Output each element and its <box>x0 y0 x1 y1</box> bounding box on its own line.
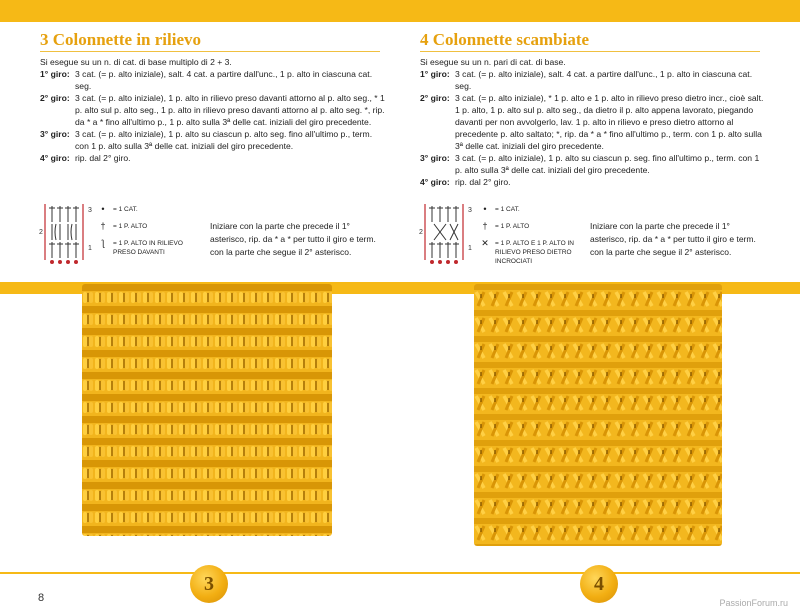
round-row <box>420 152 765 176</box>
legend-item <box>478 205 585 214</box>
round-label: 2° giro: <box>40 93 70 103</box>
round-text: 3 cat. (= p. alto iniziale), salt. 4 cat. a partire dall'unc., 1 p. alto in ciascuna cat. seg. <box>75 69 373 91</box>
round-text: 3 cat. (= p. alto iniziale), 1 p. alto su ciascun p. seg. fino all'ultimo p., term. con 1 p. alto sulla 3ª delle cat. iniziali del giro precedente. <box>455 153 760 175</box>
round-row <box>40 68 385 92</box>
round-row <box>40 128 385 152</box>
round-label: 4° giro: <box>40 153 70 163</box>
round-label: 4° giro: <box>420 177 450 187</box>
section-title: 4 Colonnette scambiate <box>420 30 590 49</box>
round-label: 3° giro: <box>40 129 70 139</box>
legend-text: = 1 P. ALTO <box>113 223 148 230</box>
bottom-rule <box>0 572 800 574</box>
intro-text: Si esegue su un n. pari di cat. di base. <box>420 57 566 67</box>
right-page <box>400 0 800 290</box>
round-label: 1° giro: <box>420 69 450 79</box>
row-number: 3 <box>468 207 472 214</box>
legend-item <box>96 205 203 214</box>
instructions <box>40 56 385 164</box>
row-number: 1 <box>88 245 92 252</box>
row-number: 2 <box>39 229 43 236</box>
section-title: 3 Colonnette in rilievo <box>40 30 202 49</box>
yarn-ball-badge: 3 <box>190 565 228 603</box>
stitch-diagram <box>418 198 478 266</box>
row-number: 1 <box>468 245 472 252</box>
front-post-symbol-icon: ƪ <box>101 238 105 248</box>
legend-text: = 1 CAT. <box>113 206 138 213</box>
yarn-ball-badge: 4 <box>580 565 618 603</box>
round-label: 3° giro: <box>420 153 450 163</box>
repeat-note: Iniziare con la parte che precede il 1° asterisco, rip. da * a * per tutto il giro e term. con la parte che segue il 2° asterisco. <box>590 221 756 257</box>
round-row <box>420 92 765 152</box>
instructions <box>420 56 765 188</box>
legend-text: = 1 P. ALTO <box>495 223 530 230</box>
crochet-swatch-photo <box>82 284 332 536</box>
round-label: 2° giro: <box>420 93 450 103</box>
legend-text: = 1 CAT. <box>495 206 520 213</box>
symbol-legend <box>478 205 585 274</box>
page-number: 8 <box>38 592 45 604</box>
stitch-diagram <box>38 198 98 266</box>
crochet-swatch-photo <box>474 284 722 546</box>
double-crochet-symbol-icon: † <box>482 221 488 231</box>
crossed-stitch-symbol-icon: ✕ <box>481 238 489 248</box>
left-page <box>0 0 400 290</box>
round-text: 3 cat. (= p. alto iniziale), * 1 p. alto e 1 p. alto in rilievo preso dietro incr., cioè salt. 1 p. alto, 1 p. alto sul p. alto seg., da dietro il p. alto appena lavorato, piegando davanti per non avvolgerlo, lav. 1 p. alto in rilievo e preso dietro attorno al precedente p. alto saltato; *, rip. da * a * fino all'ultimo p., term. con 1 p. alto sulla 3ª delle cat. iniziali del giro precedente. <box>455 93 764 151</box>
legend-item <box>478 222 585 231</box>
intro-text: Si esegue su un n. di cat. di base multiplo di 2 + 3. <box>40 57 232 67</box>
row-number: 3 <box>88 207 92 214</box>
round-text: rip. dal 2° giro. <box>455 177 511 187</box>
round-row <box>420 176 765 188</box>
legend-item <box>96 222 203 231</box>
round-text: 3 cat. (= p. alto iniziale), salt. 4 cat. a partire dall'unc., 1 p. alto in ciascuna cat. seg. <box>455 69 753 91</box>
chain-symbol-icon: • <box>483 204 487 214</box>
watermark: PassionForum.ru <box>719 598 788 608</box>
legend-item <box>96 239 203 257</box>
round-label: 1° giro: <box>40 69 70 79</box>
round-text: rip. dal 2° giro. <box>75 153 131 163</box>
legend-text: = 1 P. ALTO IN RILIEVO PRESO DAVANTI <box>113 240 183 256</box>
round-text: 3 cat. (= p. alto iniziale), 1 p. alto su ciascun p. alto seg. fino all'ultimo p., term. con 1 p. alto sulla 3ª delle cat. iniziali del giro precedente. <box>75 129 373 151</box>
title-rule <box>420 51 760 52</box>
title-rule <box>40 51 380 52</box>
symbol-legend <box>96 205 203 265</box>
legend-text: = 1 P. ALTO E 1 P. ALTO IN RILIEVO PRESO DIETRO INCROCIATI <box>495 240 574 265</box>
chain-symbol-icon: • <box>101 204 105 214</box>
legend-item <box>478 239 585 266</box>
repeat-note: Iniziare con la parte che precede il 1° asterisco, rip. da * a * per tutto il giro e term. con la parte che segue il 2° asterisco. <box>210 221 376 257</box>
round-text: 3 cat. (= p. alto iniziale), 1 p. alto in rilievo preso davanti attorno al p. alto seg., * 1 p. alto sul p. alto seg., 1 p. alto in rilievo preso davanti attorno al p. alto seg. *, rip. da * a * fino all'ultimo p., 1 p. alto sulla 3ª delle cat. iniziali del giro precedente. <box>75 93 385 127</box>
double-crochet-symbol-icon: † <box>100 221 106 231</box>
row-number: 2 <box>419 229 423 236</box>
round-row <box>40 92 385 128</box>
round-row <box>40 152 385 164</box>
round-row <box>420 68 765 92</box>
